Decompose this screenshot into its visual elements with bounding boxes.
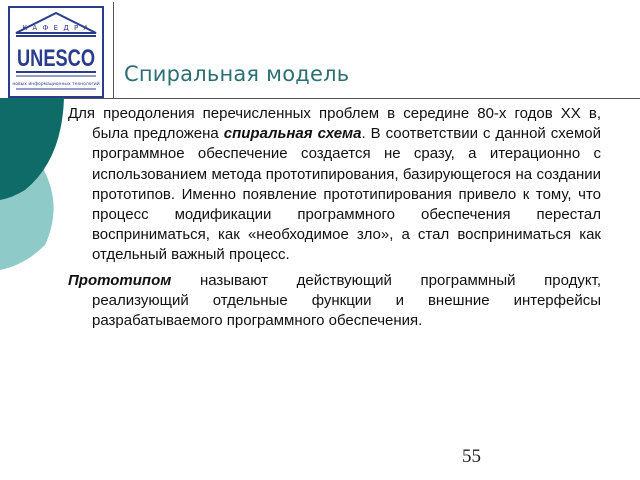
paragraph-spiral-scheme: Для преодоления перечисленных проблем в середине 80-х годов XX в, была предложена спиральная схема. В соответствии с данной схемой программное обеспечение создается не сразу, а итерационно с использованием метода прототипирования, базирующегося на создании прототипов. Именно появление прототипирования привело к тому, что процесс модификации программного обеспечения перестал восприниматься, как «необходимое зло», а стал восприниматься как отдельный важный процесс.	[68, 105, 602, 264]
emphasis-spiral-scheme: спиральная схема	[223, 125, 362, 143]
logo-chair-text: К А Ф Е Д Р А	[22, 24, 90, 32]
paragraph-prototype: Прототипом называют действующий программный продукт, реализующий отдельные функции и внешние интерфейсы разрабатываемого программного обеспечения.	[68, 271, 601, 330]
emphasis-prototype: Прототипом	[68, 271, 172, 289]
slide-body	[68, 104, 601, 336]
logo-brand-text: UNESCO	[17, 45, 95, 72]
header-vertical-divider	[113, 2, 114, 98]
header-horizontal-divider	[64, 98, 640, 99]
logo-subtitle-text: новых информационных технологий	[12, 82, 100, 87]
unesco-chair-logo	[8, 6, 104, 98]
page-number: 55	[462, 446, 481, 467]
slide-title: Спиральная модель	[124, 62, 350, 86]
